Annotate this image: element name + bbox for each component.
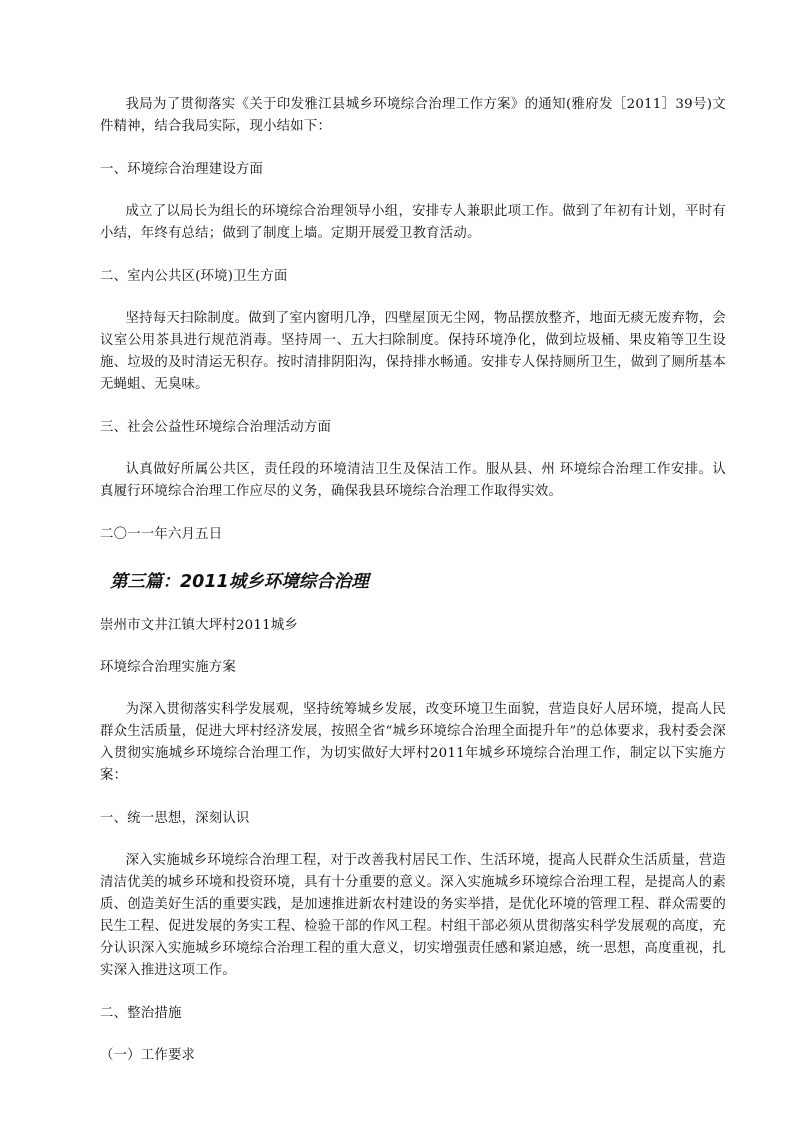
subsection-heading-1: （一）工作要求 <box>100 1048 196 1063</box>
chapter-title: 第三篇：2011城乡环境综合治理 <box>110 572 369 592</box>
organization-line: 崇州市文井江镇大坪村2011城乡 <box>100 618 298 633</box>
section-heading-1: 一、环境综合治理建设方面 <box>100 162 264 177</box>
plan-title: 环境综合治理实施方案 <box>100 660 236 675</box>
section-heading-3: 三、社会公益性环境综合治理活动方面 <box>100 420 332 435</box>
date-line: 二〇一一年六月五日 <box>100 527 223 542</box>
paragraph-3: 认真做好所属公共区，责任段的环境清洁卫生及保洁工作。服从县、州 环境综合治理工作安排。认真履行环境综合治理工作应尽的义务，确保我县环境综合治理工作取得实效。 <box>100 462 726 499</box>
section-heading-4: 一、统一思想，深刻认识 <box>100 811 250 826</box>
paragraph-1: 成立了以局长为组长的环境综合治理领导小组，安排专人兼职此项工作。做到了年初有计划，平时有小结，年终有总结；做到了制度上墙。定期开展爱卫教育活动。 <box>100 204 726 241</box>
section-heading-5: 二、整治措施 <box>100 1006 182 1021</box>
paragraph-4: 为深入贯彻落实科学发展观，坚持统筹城乡发展，改变环境卫生面貌，营造良好人居环境，提高人民群众生活质量，促进大坪村经济发展，按照全省“城乡环境综合治理全面提升年”的总体要求，我村委会深入贯彻实施城乡环境综合治理工作，为切实做好大坪村2011年城乡环境综合治理工作，制定以下实施方案： <box>100 702 726 783</box>
document-page <box>100 94 726 1067</box>
intro-paragraph: 我局为了贯彻落实《关于印发雅江县城乡环境综合治理工作方案》的通知(雅府发［2011］39号)文件精神，结合我局实际，现小结如下： <box>100 97 726 134</box>
paragraph-5: 深入实施城乡环境综合治理工程，对于改善我村居民工作、生活环境，提高人民群众生活质量，营造清洁优美的城乡环境和投资环境，具有十分重要的意义。深入实施城乡环境综合治理工程，是提高人的素质、创造美好生活的重要实践，是加速推进新农村建设的务实举措，是优化环境的管理工程、群众需要的民生工程、促进发展的务实工程、检验干部的作风工程。村组干部必须从贯彻落实科学发展观的高度，充分认识深入实施城乡环境综合治理工程的重大意义，切实增强责任感和紧迫感，统一思想，高度重视，扎实深入推进这项工作。 <box>100 853 726 978</box>
paragraph-2: 坚持每天扫除制度。做到了室内窗明几净，四壁屋顶无尘网，物品摆放整齐，地面无痰无废弃物，会议室公用茶具进行规范消毒。坚持周一、五大扫除制度。保持环境净化，做到垃圾桶、果皮箱等卫生设施、垃圾的及时清运无积存。按时清排阴阳沟，保持排水畅通。安排专人保持厕所卫生，做到了厕所基本无蝇蛆、无臭味。 <box>100 311 726 392</box>
section-heading-2: 二、室内公共区(环境)卫生方面 <box>100 269 288 284</box>
